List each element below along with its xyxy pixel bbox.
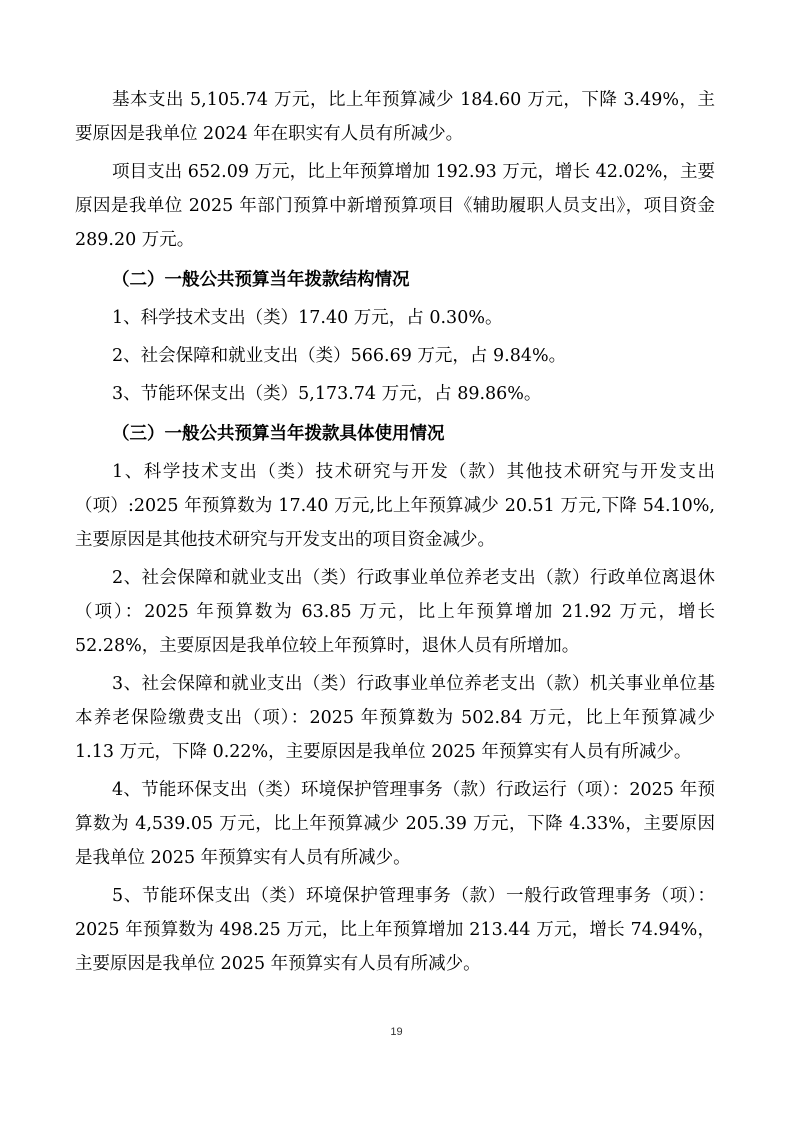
- usage-item-general-administration: 5、节能环保支出（类）环境保护管理事务（款）一般行政管理事务（项）：2025 年预算数为 498.25 万元，比上年预算增加 213.44 万元，增长 74.94%，主要原因是我单位 2025 年预算实有人员有所减少。: [75, 886, 715, 974]
- usage-item-administrative-operation: 4、节能环保支出（类）环境保护管理事务（款）行政运行（项）：2025 年预算数为 4,539.05 万元，比上年预算减少 205.39 万元，下降 4.33%，主要原因是我单位 2025 年预算实有人员有所减少。: [75, 780, 715, 868]
- usage-item-pension-insurance: 3、社会保障和就业支出（类）行政事业单位养老支出（款）机关事业单位基本养老保险缴费支出（项）：2025 年预算数为 502.84 万元，比上年预算减少 1.13 万元，下降 0.22%，主要原因是我单位 2025 年预算实有人员有所减少。: [75, 674, 715, 762]
- project-expenditure-paragraph: 项目支出 652.09 万元，比上年预算增加 192.93 万元，增长 42.02%，主要原因是我单位 2025 年部门预算中新增预算项目《辅助履职人员支出》，项目资金 289.20 万元。: [75, 162, 715, 250]
- section-heading-usage: （三）一般公共预算当年拨款具体使用情况: [112, 424, 445, 444]
- structure-item-science: 1、科学技术支出（类）17.40 万元，占 0.30%。: [112, 308, 503, 328]
- structure-item-environment: 3、节能环保支出（类）5,173.74 万元，占 89.86%。: [112, 384, 542, 404]
- document-body: [75, 83, 715, 981]
- usage-item-retirement: 2、社会保障和就业支出（类）行政事业单位养老支出（款）行政单位离退休（项）：2025 年预算数为 63.85 万元，比上年预算增加 21.92 万元，增长 52.28%，主要原因是我单位较上年预算时，退休人员有所增加。: [75, 568, 715, 656]
- basic-expenditure-paragraph: 基本支出 5,105.74 万元，比上年预算减少 184.60 万元，下降 3.49%，主要原因是我单位 2024 年在职实有人员有所减少。: [75, 90, 715, 144]
- page-number: 19: [390, 1026, 403, 1038]
- structure-item-social-security: 2、社会保障和就业支出（类）566.69 万元，占 9.84%。: [112, 346, 567, 366]
- usage-item-science: 1、科学技术支出（类）技术研究与开发（款）其他技术研究与开发支出（项）:2025 年预算数为 17.40 万元,比上年预算减少 20.51 万元,下降 54.10%,主要原因是其他技术研究与开发支出的项目资金减少。: [75, 462, 715, 550]
- section-heading-structure: （二）一般公共预算当年拨款结构情况: [112, 270, 410, 290]
